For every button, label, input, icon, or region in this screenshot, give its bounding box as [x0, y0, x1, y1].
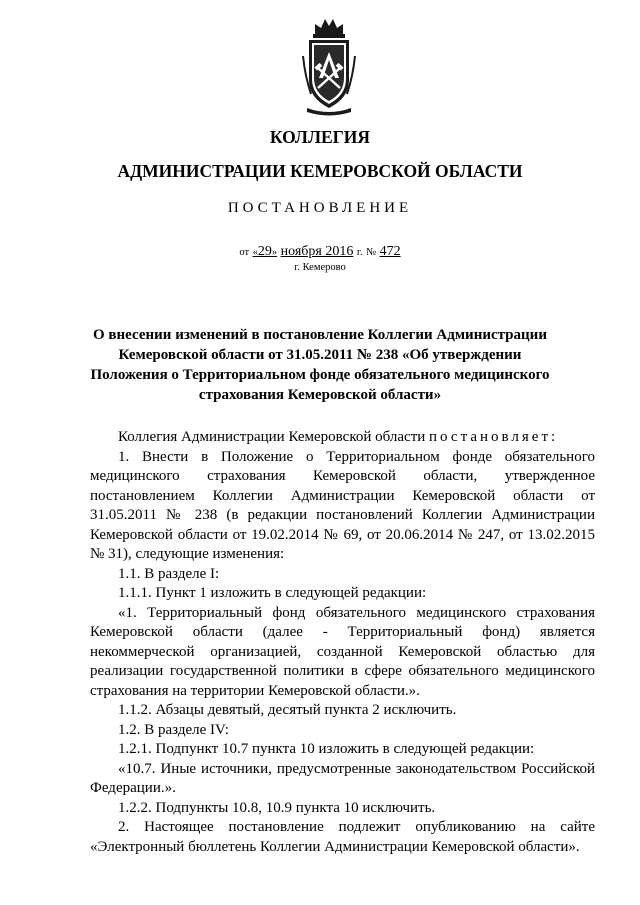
number-prefix: № — [366, 247, 377, 258]
date-prefix: от — [239, 247, 250, 258]
paragraph-1-1-1: 1.1.1. Пункт 1 изложить в следующей редакции: — [118, 585, 427, 601]
paragraph-1-2-1-text: «10.7. Иные источники, предусмотренные законодательством Российской Федерации.». — [90, 760, 595, 796]
intro-paragraph — [90, 428, 595, 448]
intro-decree-word: постановляет: — [429, 429, 559, 445]
paragraph-1-1: 1.1. В разделе I: — [118, 565, 220, 582]
org-name-line1: КОЛЛЕГИЯ — [269, 127, 371, 147]
document-title: О внесении изменений в постановление Коллегии Администрации Кемеровской области от 31.05.2011 № 238 «Об утверждении Положения о Территориальном фонде обязательного медицинского страхования Кемеровской области» — [90, 327, 550, 403]
document-type: ПОСТАНОВЛЕНИЕ — [227, 200, 413, 216]
paragraph-2: 2. Настоящее постановление подлежит опубликованию на сайте «Электронный бюллетень Коллегии Администрации Кемеровской области». — [90, 819, 595, 855]
date-number-line — [0, 244, 640, 260]
document-number: 472 — [379, 244, 401, 259]
date-quote-close: » — [271, 247, 278, 258]
paragraph-1-2-2: 1.2.2. Подпункты 10.8, 10.9 пункта 10 исключить. — [118, 799, 436, 816]
intro-lead: Коллегия Администрации Кемеровской области — [118, 429, 430, 445]
paragraph-1-2: 1.2. В разделе IV: — [118, 721, 229, 738]
paragraph-1-2-1: 1.2.1. Подпункт 10.7 пункта 10 изложить в следующей редакции: — [118, 741, 535, 757]
org-name-line2: АДМИНИСТРАЦИИ КЕМЕРОВСКОЙ ОБЛАСТИ — [117, 161, 523, 181]
city: г. Кемерово — [294, 262, 346, 273]
coat-of-arms-icon — [301, 16, 357, 116]
date-day: 29 — [257, 244, 272, 259]
paragraph-1-1-1-text: «1. Территориальный фонд обязательного медицинского страхования Кемеровской области (далее - Территориальный фонд) является некоммерческой организацией, созданной Кемеровской областью для реализации государственной политики в сфере обязательного медицинского страхования на территории Кемеровской области.». — [90, 604, 595, 699]
date-year-suffix: г. — [356, 247, 363, 258]
paragraph-1-1-2: 1.1.2. Абзацы девятый, десятый пункта 2 исключить. — [118, 702, 457, 718]
document-body — [90, 428, 595, 857]
paragraph-1: 1. Внести в Положение о Территориальном фонде обязательного медицинского страхования Кемеровской области, утвержденное постановлением Коллегии Администрации Кемеровской области от 31.05.2011 № 238 (в редакции постановлений Коллегии Администрации Кемеровской области от 19.02.2014 № 69, от 20.06.2014 № 247, от 13.02.2015 № 31), следующие изменения: — [90, 448, 595, 562]
date-month-year: ноября 2016 — [280, 244, 354, 259]
date-quote-open: « — [252, 247, 258, 258]
